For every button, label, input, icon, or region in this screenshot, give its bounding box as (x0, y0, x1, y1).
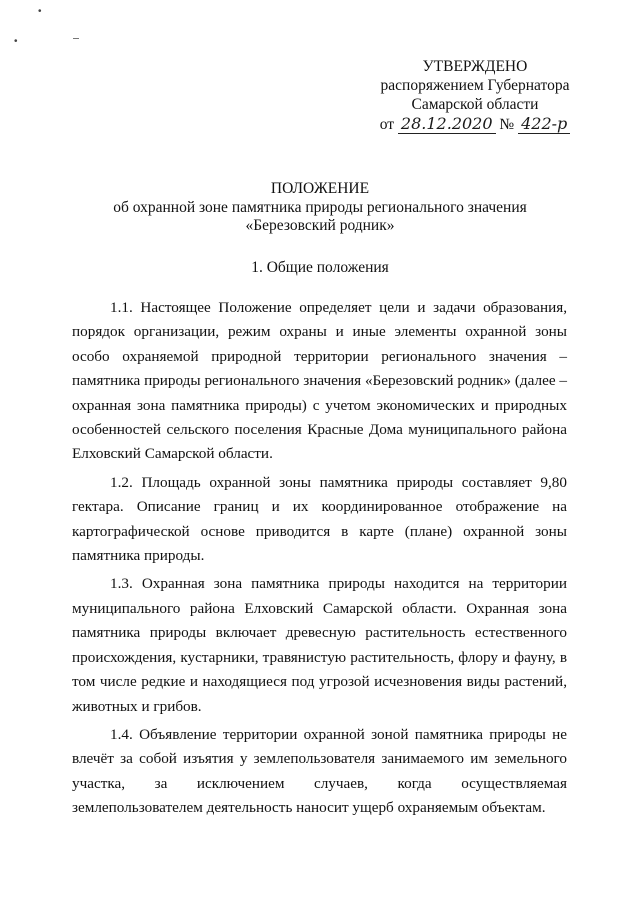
document-title: ПОЛОЖЕНИЕ (270, 180, 370, 197)
scan-mark (73, 38, 79, 39)
scan-mark: • (38, 6, 42, 17)
date-prefix: от (379, 116, 395, 133)
paragraph-1-1: 1.1. Настоящее Положение определяет цели и задачи образования, порядок организации, режим охраны и иные элементы охранной зоны особо охраняемой природной территории регионального значения – памятника природы регионального значения «Березовский родник» (далее – охранная зона памятника природы) с учетом экономических и природных особенностей сельского поселения Красные Дома муниципального района Елховский Самарской области. (72, 299, 567, 463)
approval-date-line (355, 114, 595, 134)
approval-line-1: распоряжением Губернатора (380, 77, 570, 94)
section-title: 1. Общие положения (251, 259, 389, 276)
handwritten-number: 422-р (518, 114, 570, 134)
paragraph-1-2: 1.2. Площадь охранной зоны памятника природы составляет 9,80 гектара. Описание границ и их координированное отображение на картографической основе приводится в карте (плане) охранной зоны памятника природы. (72, 473, 567, 565)
approval-line-2: Самарской области (411, 96, 539, 113)
document-heading (70, 180, 570, 236)
paragraph-1-3: 1.3. Охранная зона памятника природы находится на территории муниципального района Елховский Самарской области. Охранная зона памятника природы включает древесную растительность естественного происхождения, кустарники, травянистую растительность, флору и фауну, в том числе редкие и находящиеся под угрозой исчезновения виды растений, животных и грибов. (72, 575, 567, 715)
paragraph-1-4: 1.4. Объявление территории охранной зоной памятника природы не влечёт за собой изъятия у землепользователя занимаемого им земельного участка, за исключением случаев, когда осуществляемая землепользователем деятельность наносит ущерб охраняемым объектам. (72, 725, 567, 817)
approval-title: УТВЕРЖДЕНО (422, 58, 528, 75)
document-body (72, 296, 567, 825)
number-sign: № (499, 116, 515, 133)
document-subtitle-2: «Березовский родник» (245, 217, 395, 234)
approval-stamp (355, 57, 595, 134)
scan-mark: • (14, 36, 18, 47)
handwritten-date: 28.12.2020 (398, 114, 496, 134)
document-subtitle-1: об охранной зоне памятника природы регионального значения (113, 198, 527, 216)
